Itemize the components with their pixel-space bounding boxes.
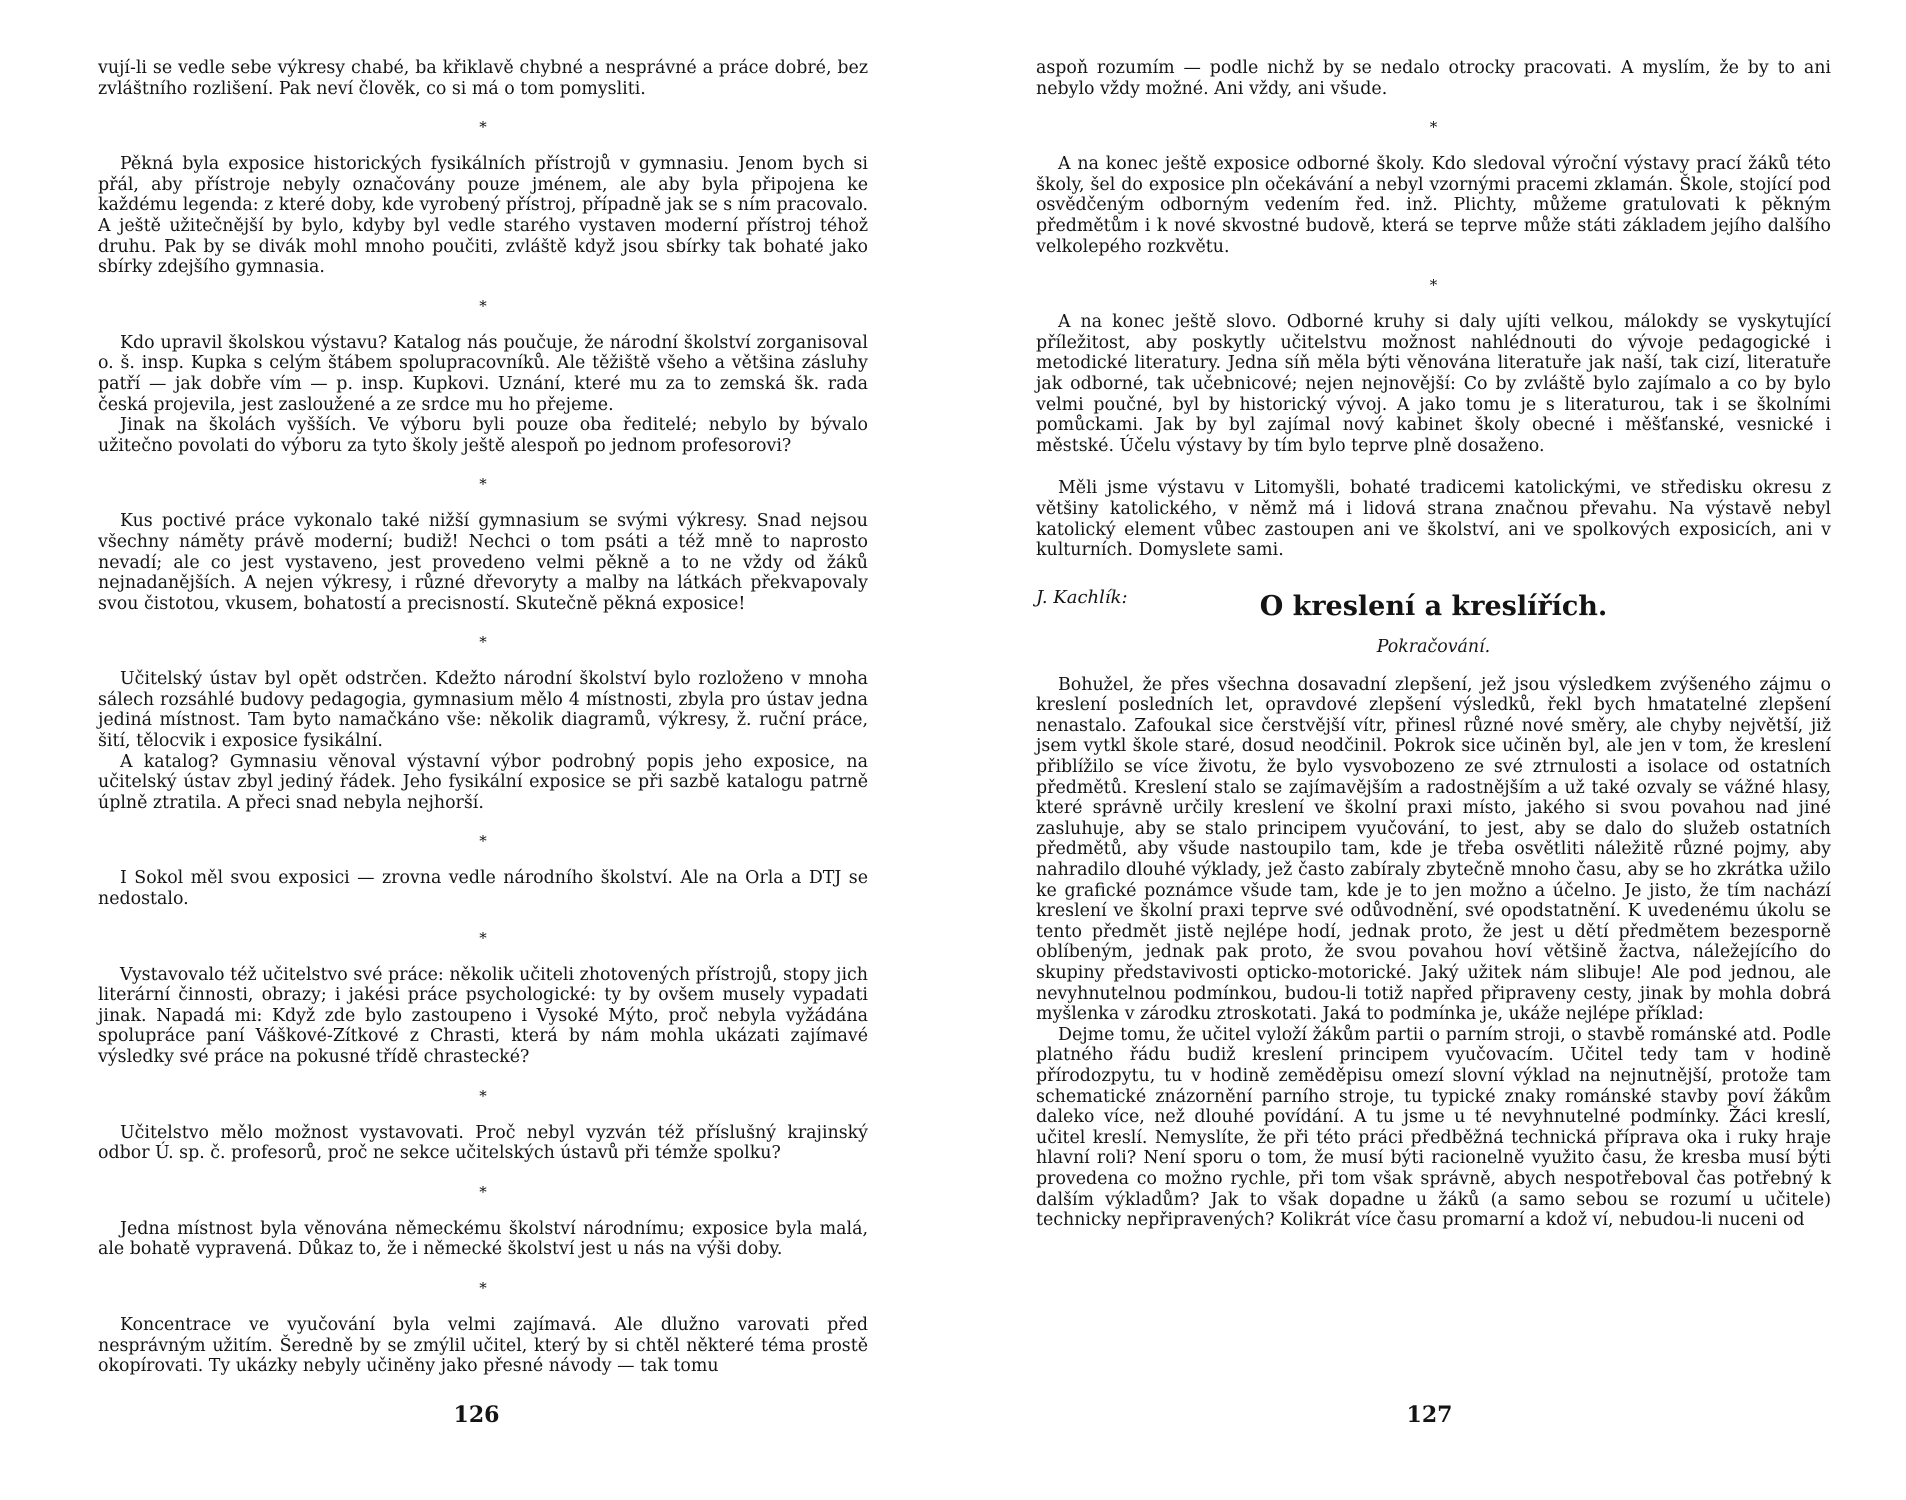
paragraph: Kus poctivé práce vykonalo také nižší gymnasium se svými výkresy. Snad nejsou všechny náměty právě moderní; budiž! Nechci o tom psáti a též mně to naprosto nevadí; ale co jest vystaveno, jest provedeno velmi pěkně a to ne vždy od žáků nejnadanějších. A nejen výkresy, i různé dřevoryty a malby na látkách překvapovaly svou čistotou, vkusem, bohatostí a precisností. Skutečně pěkná exposice! — [98, 511, 868, 614]
paragraph: I Sokol měl svou exposici — zrovna vedle národního školství. Ale na Orla a DTJ se nedostalo. — [98, 868, 868, 910]
paragraph: A na konec ještě slovo. Odborné kruhy si daly ujíti velkou, málokdy se vyskytující příležitost, aby poskytly učitelstvu možnost nahlédnouti do vývoje pedagogické i metodické literatury. Jedna síň měla býti věnována literatuře jak naší, tak cizí, literatuře jak odborné, tak učebnicové; nejen nejnovější: Co by zvláště bylo zajímalo a co by bylo velmi poučné, byl by historický vývoj. A jako tomu je s literaturou, tak i se školními pomůckami. Jak by byl zajímal nový kabinet školy obecné i měšťanské, vesnické i městské. Účelu výstavy by tím bylo teprve plně dosaženo. — [1036, 312, 1831, 456]
right-text-column — [1036, 58, 1831, 1231]
paragraph: A katalog? Gymnasiu věnoval výstavní výbor podrobný popis jeho exposice, na učitelský ústav zbyl jediný řádek. Jeho fysikální exposice se při sazbě katalogu patrně úplně ztratila. A přeci snad nebyla nejhorší. — [98, 751, 868, 813]
section-divider-asterisk: * — [479, 1278, 487, 1297]
paragraph: vují-li se vedle sebe výkresy chabé, ba křiklavě chybné a nesprávné a práce dobré, bez zvláštního rozlišení. Pak neví člověk, co si má o tom pomysliti. — [98, 58, 868, 99]
right-page — [953, 0, 1906, 1500]
section-divider-asterisk: * — [479, 832, 487, 851]
paragraph: Bohužel, že přes všechna dosavadní zlepšení, jež jsou výsledkem zvýšeného zájmu o kreslení posledních let, opravdové zlepšení výsledků, řekl bych hmatatelné zlepšení nenastalo. Zafoukal sice čerstvější vítr, přinesl různé nové směry, ale chyby největší, již jsem vytkl škole staré, dosud neodčinil. Pokrok sice učiněn byl, ale jen v tom, že kreslení přiblížilo se více životu, že bylo vysvobozeno ze své ztrnulosti a isolace od ostatních předmětů. Kreslení stalo se zajímavějším a radostnějším a už také ozvaly se vážné hlasy, které správně určily kreslení ve školní praxi místo, jakého si svou povahou nad jiné zasluhuje, aby se stalo principem vyučování, to jest, aby se dalo do služeb ostatních předmětů, aby všude nastoupilo tam, kde je třeba osvětliti náležitě různé pojmy, aby nahradilo dlouhé výklady, jež často zabíraly zbytečně mnoho času, aby se ho zkrátka užilo ke grafické poznámce všude tam, kde je to jen možno a účelno. Je jisto, že tím nachází kreslení ve školní praxi teprve své odůvodnění, své opodstatnění. K uvedenému úkolu se tento předmět jistě nejlépe hodí, jednak proto, že jest u dětí předmětem bezesporně oblíbeným, jednak pak proto, že svou povahou hoví většině žactva, náležejícího do skupiny představivosti opticko-motorické. Jaký užitek nám slibuje! Ale pod jednou, ale nevyhnutelnou podmínkou, budou-li totiž napřed připraveny cesty, jinak by mohla dobrá myšlenka v zárodku ztroskotati. Jaká to podmínka je, ukáže nejlépe příklad: — [1036, 674, 1831, 1025]
paragraph: aspoň rozumím — podle nichž by se nedalo otrocky pracovati. A myslím, že by to ani nebylo vždy možné. Ani vždy, ani všude. — [1036, 58, 1831, 99]
section-divider-asterisk: * — [479, 928, 487, 947]
article-subtitle: Pokračování. — [1376, 636, 1491, 657]
section-divider-asterisk: * — [479, 1182, 487, 1201]
page-number-left: 126 — [453, 1402, 500, 1428]
paragraph: Vystavovalo též učitelstvo své práce: několik učiteli zhotovených přístrojů, stopy jich literární činnosti, obrazy; i jakési práce psychologické: ty by ovšem musely vypadati jinak. Napadá mi: Když zde bylo zastoupeno i Vysoké Mýto, proč nebyla vyžádána spolupráce paní Váškové-Zítkové z Chrasti, která by nám mohla ukázati zajímavé výsledky své práce na pokusné třídě chrastecké? — [98, 964, 868, 1067]
article-author: J. Kachlík: — [1036, 586, 1128, 608]
section-divider-asterisk: * — [1429, 118, 1438, 137]
article-body — [1036, 675, 1831, 1231]
paragraph: Koncentrace ve vyučování byla velmi zajímavá. Ale dlužno varovati před nesprávným užitím. Šeredně by se zmýlil učitel, který by si chtěl některé téma prostě okopírovati. Ty ukázky nebyly učiněny jako přesné návody — tak tomu — [98, 1314, 868, 1377]
section-divider-asterisk: * — [479, 118, 487, 137]
paragraph: Měli jsme výstavu v Litomyšli, bohaté tradicemi katolickými, ve středisku okresu z většiny katolického, v němž má i lidová strana značnou převahu. Na výstavě nebyl katolický element vůbec zastoupen ani ve školství, ani ve spolkových exposicích, ani v kulturních. Domyslete sami. — [1036, 478, 1831, 561]
right-top-text — [1036, 58, 1831, 561]
paragraph: Dejme tomu, že učitel vyloží žákům partii o parním stroji, o stavbě románské atd. Podle platného řádu budiž kreslení principem vyučovacím. Učitel tedy tam v hodině přírodozpytu, tu v hodině zeměděpisu omezí slovní výklad na nejnutnější, protože tam schematické znázornění parního stroje, tu typické znaky románské stavby poví žákům daleko více, než dlouhé povídání. A tu jsme u té nevyhnutelné podmínky. Žáci kreslí, učitel kreslí. Nemyslíte, že při této práci předběžná technická příprava oka i ruky hraje hlavní roli? Není sporu o tom, že musí býti racionelně využito času, že kresba musí býti provedena co možno rychle, při tom však správně, abych nespotřeboval čas potřebný k dalším výkladům? Jak to však dopadne u žáků (a samo sebou se rozumí u učitele) technicky nepřipravených? Kolikrát více času promarní a kdož ví, nebudou-li nuceni od — [1036, 1024, 1831, 1231]
paragraph: Učitelstvo mělo možnost vystavovati. Proč nebyl vyzván též příslušný krajinský odbor Ú. sp. č. profesorů, proč ne sekce učitelských ústavů při témže spolku? — [98, 1122, 868, 1164]
section-divider-asterisk: * — [1429, 276, 1438, 295]
paragraph: Pěkná byla exposice historických fysikálních přístrojů v gymnasiu. Jenom bych si přál, aby přístroje nebyly označovány pouze jménem, ale aby byla připojena ke každému legenda: z které doby, kde vyrobený přístroj, případně jak se s ním pracovalo. A ještě užitečnější by bylo, kdyby byl vedle starého vystaven moderní přístroj téhož druhu. Pak by se divák mohl mnoho poučiti, zvláště když jsou sbírky tak bohaté jako sbírky zdejšího gymnasia. — [98, 154, 869, 278]
section-gap — [1036, 456, 1831, 478]
paragraph: A na konec ještě exposice odborné školy. Kdo sledoval výroční výstavy prací žáků této školy, šel do exposice pln očekávání a nebyl vzornými pracemi zklamán. Škole, stojící pod osvědčeným odborným vedením řed. inž. Plichty, můžeme gratulovati k pěkným předmětům i k nové skvostné budově, která se teprve může státi základem jejího dalšího velkolepého rozkvětu. — [1036, 154, 1831, 257]
article-header — [1036, 587, 1831, 675]
section-divider-asterisk: * — [479, 1086, 487, 1105]
article-title: O kreslení a kreslířích. — [1259, 590, 1608, 622]
section-divider-asterisk: * — [479, 475, 487, 494]
paragraph: Učitelský ústav byl opět odstrčen. Kdežto národní školství bylo rozloženo v mnoha sálech rozsáhlé budovy pedagogia, gymnasium mělo 4 místnosti, zbyla pro ústav jedna jediná místnost. Tam byto namačkáno vše: několik diagramů, výkresy, ž. ruční práce, šití, tělocvik i exposice fysikální. — [98, 669, 868, 752]
section-divider-asterisk: * — [479, 296, 487, 315]
paragraph: Kdo upravil školskou výstavu? Katalog nás poučuje, že národní školství zorganisoval o. š. insp. Kupka s celým štábem spolupracovníků. Ale těžiště všeho a většina zásluhy patří — jak dobře vím — p. insp. Kupkovi. Uznání, které mu za to zemská šk. rada česká projevila, jest zasloužené a ze srdce mu ho přejeme. — [98, 332, 868, 415]
paragraph: Jedna místnost byla věnována německému školství národnímu; exposice byla malá, ale bohatě vypravená. Důkaz to, že i německé školství jest u nás na výši doby. — [98, 1218, 868, 1260]
left-text-column — [98, 58, 868, 1377]
page-number-right: 127 — [1406, 1402, 1453, 1428]
paragraph: Jinak na školách vyšších. Ve výboru byli pouze oba ředitelé; nebylo by bývalo užitečno povolati do výboru za tyto školy ještě alespoň po jednom profesorovi? — [98, 415, 868, 456]
section-divider-asterisk: * — [479, 633, 487, 652]
